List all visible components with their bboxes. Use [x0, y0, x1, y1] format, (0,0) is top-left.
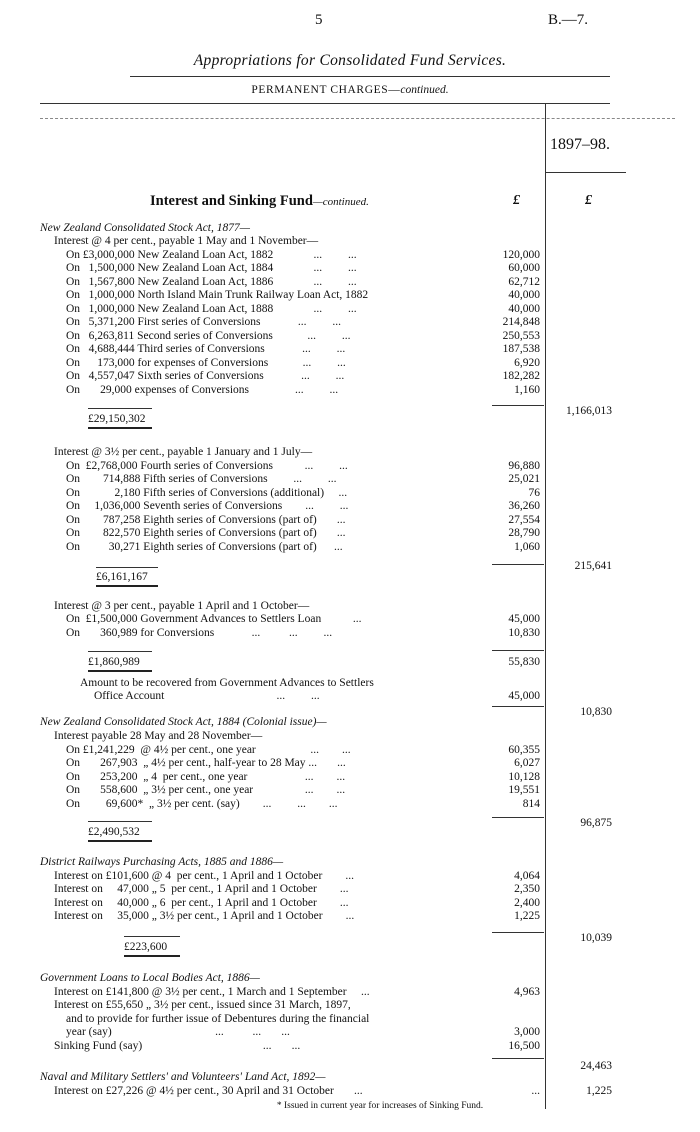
line-text: Naval and Military Settlers' and Volunteers' Land Act, 1892— [40, 1071, 326, 1083]
line-text: £29,150,302 [88, 413, 146, 425]
amount-value: 3,000 [514, 1026, 540, 1038]
line-text: On 4,557,047 Sixth series of Conversions ... ... [66, 370, 345, 382]
line-text: On 822,570 Eighth series of Conversions (part of) ... [66, 527, 346, 539]
amount-underline [88, 840, 152, 842]
column-divider [545, 104, 546, 1109]
line-text: On 1,036,000 Seventh series of Conversions ... ... [66, 500, 349, 512]
amount-value: 214,848 [502, 316, 540, 328]
line-text: On £3,000,000 New Zealand Loan Act, 1882 ... ... [66, 249, 357, 261]
subtotal-rule [492, 650, 544, 651]
amount-value: 120,000 [502, 249, 540, 261]
subtitle-main: PERMANENT CHARGES— [251, 84, 401, 96]
amount-value: 96,880 [508, 460, 540, 472]
section-subtitle [0, 84, 700, 96]
line-text: and to provide for further issue of Debentures during the financial [66, 1013, 370, 1025]
line-text: On 787,258 Eighth series of Conversions (part of) ... [66, 514, 346, 526]
title-rule [130, 76, 610, 77]
document-reference: B.—7. [548, 12, 589, 28]
line-text: On £1,241,229 @ 4½ per cent., one year ... ... [66, 744, 351, 756]
table-top-rule [40, 118, 675, 119]
line-text: Interest on £27,226 @ 4½ per cent., 30 April and 31 October ... [54, 1085, 363, 1097]
line-text: Interest on £101,600 @ 4 per cent., 1 April and 1 October ... [54, 870, 354, 882]
subtotal-rule [492, 564, 544, 565]
amount-underline [124, 955, 180, 957]
line-text: On 360,989 for Conversions ... ... ... [66, 627, 333, 639]
line-text: District Railways Purchasing Acts, 1885 and 1886— [40, 856, 284, 868]
total-value: 96,875 [580, 817, 612, 829]
line-text: Interest @ 4 per cent., payable 1 May and 1 November— [54, 235, 319, 247]
line-text: On 30,271 Eighth series of Conversions (part of) ... [66, 541, 343, 553]
line-text: Interest on 47,000 „ 5 per cent., 1 April and 1 October ... [54, 883, 349, 895]
total-value: 1,225 [586, 1085, 612, 1097]
line-text: On 1,000,000 North Island Main Trunk Railway Loan Act, 1882 [66, 289, 369, 301]
amount-overline [124, 936, 180, 937]
amount-value: 1,160 [514, 384, 540, 396]
subtotal-rule [492, 817, 544, 818]
amount-overline [88, 821, 152, 822]
line-text: On 173,000 for expenses of Conversions ... ... [66, 357, 346, 369]
subtotal-rule [492, 706, 544, 707]
line-text: Interest on 35,000 „ 3½ per cent., 1 April and 1 October ... [54, 910, 355, 922]
amount-value: 2,350 [514, 883, 540, 895]
line-text: On 29,000 expenses of Conversions ... ... [66, 384, 339, 396]
line-text: £223,600 [124, 941, 168, 953]
line-text: Office Account ... ... [94, 690, 320, 702]
page-title: Appropriations for Consolidated Fund Services. [193, 52, 507, 69]
amount-value: 60,000 [508, 262, 540, 274]
line-text: £1,860,989 [88, 656, 140, 668]
line-text: Interest on £141,800 @ 3½ per cent., 1 March and 1 September ... [54, 986, 370, 998]
line-text: Amount to be recovered from Government Advances to Settlers [80, 677, 374, 689]
currency-header-1: £ [513, 193, 520, 208]
line-text: Interest payable 28 May and 28 November— [54, 730, 263, 742]
amount-value: 60,355 [508, 744, 540, 756]
line-text: On 2,180 Fifth series of Conversions (additional) ... [66, 487, 348, 499]
heading-main: Interest and Sinking Fund [150, 193, 313, 209]
amount-value: 27,554 [508, 514, 540, 526]
heading-continued: —continued. [312, 196, 369, 208]
total-value: 10,039 [580, 932, 612, 944]
line-text: On 267,903 „ 4½ per cent., half-year to 28 May ... ... [66, 757, 346, 769]
amount-value: 25,021 [508, 473, 540, 485]
amount-underline [88, 670, 152, 672]
line-text: On 1,567,800 New Zealand Loan Act, 1886 ... ... [66, 276, 357, 288]
amount-overline [96, 567, 158, 568]
amount-value: 2,400 [514, 897, 540, 909]
line-text: On 1,000,000 New Zealand Loan Act, 1888 ... ... [66, 303, 357, 315]
amount-underline [88, 427, 152, 429]
line-text: On 714,888 Fifth series of Conversions ... ... [66, 473, 337, 485]
line-text: New Zealand Consolidated Stock Act, 1877— [40, 222, 250, 234]
total-value: 24,463 [580, 1060, 612, 1072]
amount-value: 62,712 [508, 276, 540, 288]
subtotal-rule [492, 1058, 544, 1059]
line-text: On 4,688,444 Third series of Conversions ... ... [66, 343, 346, 355]
amount-value: 45,000 [508, 613, 540, 625]
line-text: year (say) ... ... ... [66, 1026, 290, 1038]
amount-value: 4,064 [514, 870, 540, 882]
line-text: £6,161,167 [96, 571, 148, 583]
line-text: Sinking Fund (say) ... ... [54, 1040, 301, 1052]
line-text: On 253,200 „ 4 per cent., one year ... ... [66, 771, 346, 783]
section-heading [150, 193, 369, 210]
page-number: 5 [315, 12, 323, 28]
total-value: 1,166,013 [566, 405, 612, 417]
amount-value: 6,027 [514, 757, 540, 769]
subtotal-rule [492, 405, 544, 406]
line-text: New Zealand Consolidated Stock Act, 1884 (Colonial issue)— [40, 716, 327, 728]
amount-value: 10,128 [508, 771, 540, 783]
amount-value: 250,553 [502, 330, 540, 342]
total-value: 215,641 [574, 560, 612, 572]
amount-value: 76 [528, 487, 540, 499]
line-text: Interest @ 3½ per cent., payable 1 January and 1 July— [54, 446, 313, 458]
line-text: Government Loans to Local Bodies Act, 1886— [40, 972, 260, 984]
total-value: 10,830 [580, 706, 612, 718]
line-text: £2,490,532 [88, 826, 140, 838]
line-text: On 5,371,200 First series of Conversions ... ... [66, 316, 342, 328]
amount-overline [88, 408, 152, 409]
amount-overline [88, 651, 152, 652]
amount-value: 19,551 [508, 784, 540, 796]
currency-header-2: £ [585, 193, 592, 208]
line-text: On 69,600* „ 3½ per cent. (say) ... ... ... [66, 798, 338, 810]
amount-value: 40,000 [508, 303, 540, 315]
line-text: On 6,263,811 Second series of Conversions ... ... [66, 330, 351, 342]
amount-value: 182,282 [502, 370, 540, 382]
amount-value: 28,790 [508, 527, 540, 539]
amount-value: ... [531, 1085, 540, 1097]
line-text: Interest on £55,650 „ 3½ per cent., issued since 31 March, 1897, [54, 999, 351, 1011]
amount-value: 16,500 [508, 1040, 540, 1052]
year-header-rule [546, 172, 626, 173]
amount-underline [96, 585, 158, 587]
line-text: On £2,768,000 Fourth series of Conversions ... ... [66, 460, 348, 472]
subtitle-continued: continued. [400, 84, 449, 96]
line-text: Interest @ 3 per cent., payable 1 April and 1 October— [54, 600, 310, 612]
amount-value: 6,920 [514, 357, 540, 369]
line-text: On 1,500,000 New Zealand Loan Act, 1884 ... ... [66, 262, 357, 274]
amount-value: 4,963 [514, 986, 540, 998]
amount-value: 1,060 [514, 541, 540, 553]
footnote: * Issued in current year for increases of Sinking Fund. [276, 1101, 484, 1111]
amount-value: 814 [522, 798, 540, 810]
line-text: Interest on 40,000 „ 6 per cent., 1 April and 1 October ... [54, 897, 349, 909]
line-text: On £1,500,000 Government Advances to Settlers Loan ... [66, 613, 362, 625]
subtotal-rule [492, 932, 544, 933]
amount-value: 187,538 [502, 343, 540, 355]
amount-value: 45,000 [508, 690, 540, 702]
amount-value: 1,225 [514, 910, 540, 922]
amount-value: 10,830 [508, 627, 540, 639]
year-column-header: 1897–98. [550, 136, 610, 153]
amount-value: 36,260 [508, 500, 540, 512]
subtitle-rule [40, 103, 610, 104]
amount-value: 55,830 [508, 656, 540, 668]
line-text: On 558,600 „ 3½ per cent., one year ... ... [66, 784, 346, 796]
amount-value: 40,000 [508, 289, 540, 301]
